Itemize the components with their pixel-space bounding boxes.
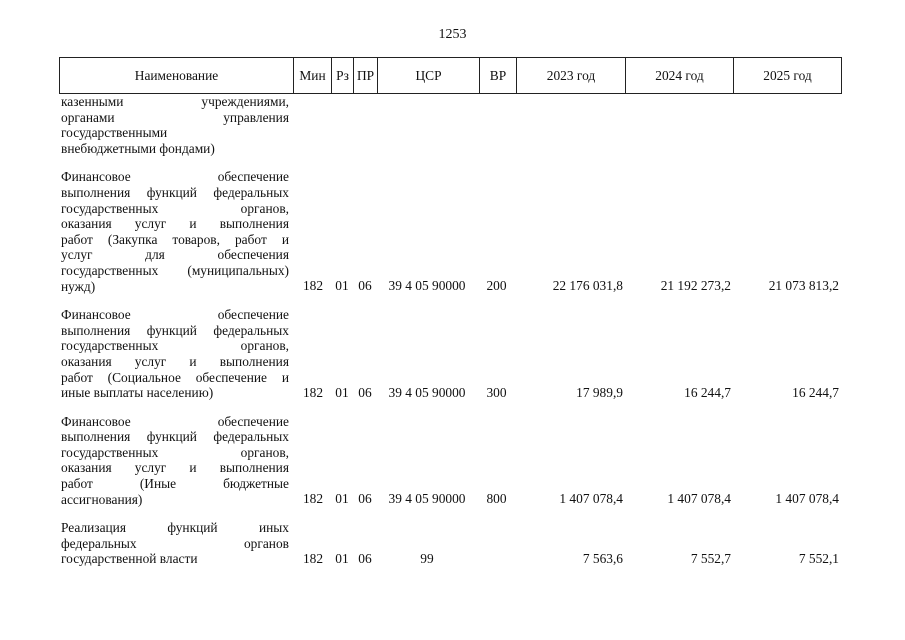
cell-pr: 06 [358,491,372,507]
row-name-line: казенными учреждениями, [61,94,289,109]
header-name: Наименование [60,58,294,93]
row-name-line: Реализация функций иных [61,520,289,536]
row-name-line: выполнения функций федеральных [61,184,289,200]
row-values [59,491,842,507]
cell-y2024: 7 552,7 [690,551,731,567]
row-name-line: выполнения функций федеральных [61,322,289,338]
header-min: Мин [294,58,332,93]
header-pr: ПР [354,58,378,93]
row-values [59,140,842,156]
row-name-line: государственных органов, [61,200,289,216]
row-name-line: ассигнования) [61,491,143,507]
row-name-line: Финансовое обеспечение [61,169,289,185]
row-name-line: государственных (муниципальных) [61,262,289,278]
row-name-line: выполнения функций федеральных [61,429,289,445]
row-name-line: внебюджетными фондами) [61,140,215,156]
table-row [59,414,842,508]
cell-y2025: 1 407 078,4 [775,491,839,507]
row-name [59,169,289,294]
cell-pr: 06 [358,278,372,294]
row-name-line: иные выплаты населению) [61,385,214,401]
cell-csr: 39 4 05 90000 [388,278,466,294]
row-name-line: работ (Социальное обеспечение и [61,369,289,385]
table-body [59,94,842,580]
cell-y2025: 16 244,7 [792,384,839,400]
row-name-line: Финансовое обеспечение [61,413,289,429]
cell-pr: 06 [358,384,372,400]
row-name-line: работ (Закупка товаров, работ и [61,231,289,247]
cell-y2023: 7 563,6 [582,551,623,567]
table-header [59,57,842,94]
table-row [59,169,842,294]
cell-pr: 06 [358,551,372,567]
table-row [59,307,842,401]
table-row [59,94,842,156]
header-rz: Рз [332,58,354,93]
header-csr: ЦСР [378,58,480,93]
row-values [59,278,842,294]
cell-csr: 99 [420,551,434,567]
row-name-line: оказания услуг и выполнения [61,216,289,232]
row-name-line: государственных органов, [61,338,289,354]
cell-min: 182 [302,384,324,400]
cell-y2024: 16 244,7 [684,384,731,400]
cell-y2025: 21 073 813,2 [768,278,839,294]
header-2025: 2025 год [763,68,812,83]
cell-y2024: 1 407 078,4 [667,491,731,507]
table-row [59,520,842,567]
cell-y2025: 7 552,1 [798,551,839,567]
row-name-line: работ (Иные бюджетные [61,476,289,492]
cell-min: 182 [302,491,324,507]
row-name-line: органами управления [61,109,289,125]
cell-rz: 01 [335,491,349,507]
cell-csr: 39 4 05 90000 [388,491,466,507]
cell-vr: 200 [486,278,507,294]
row-name-line: оказания услуг и выполнения [61,353,289,369]
row-name-line: Финансовое обеспечение [61,307,289,323]
page-number: 1253 [438,27,467,42]
cell-csr: 39 4 05 90000 [388,384,466,400]
row-name-line: нужд) [61,278,96,294]
cell-min: 182 [302,278,324,294]
cell-y2023: 1 407 078,4 [559,491,623,507]
row-values [59,385,842,401]
row-name-line: государственных органов, [61,444,289,460]
row-name-line: государственной власти [61,551,198,567]
header-2023: 2023 год [517,58,626,93]
cell-rz: 01 [335,384,349,400]
row-name-line: оказания услуг и выполнения [61,460,289,476]
cell-vr: 300 [486,384,507,400]
cell-rz: 01 [335,551,349,567]
cell-y2024: 21 192 273,2 [660,278,731,294]
cell-vr: 800 [486,491,507,507]
cell-y2023: 22 176 031,8 [552,278,623,294]
row-values [59,551,842,567]
header-2024: 2024 год [626,58,734,93]
row-name-line: услуг для обеспечения [61,247,289,263]
cell-min: 182 [302,551,324,567]
row-name-line: федеральных органов [61,535,289,551]
header-vr: ВР [480,58,517,93]
cell-y2023: 17 989,9 [576,384,623,400]
row-name-line: государственными [61,125,168,141]
cell-rz: 01 [335,278,349,294]
